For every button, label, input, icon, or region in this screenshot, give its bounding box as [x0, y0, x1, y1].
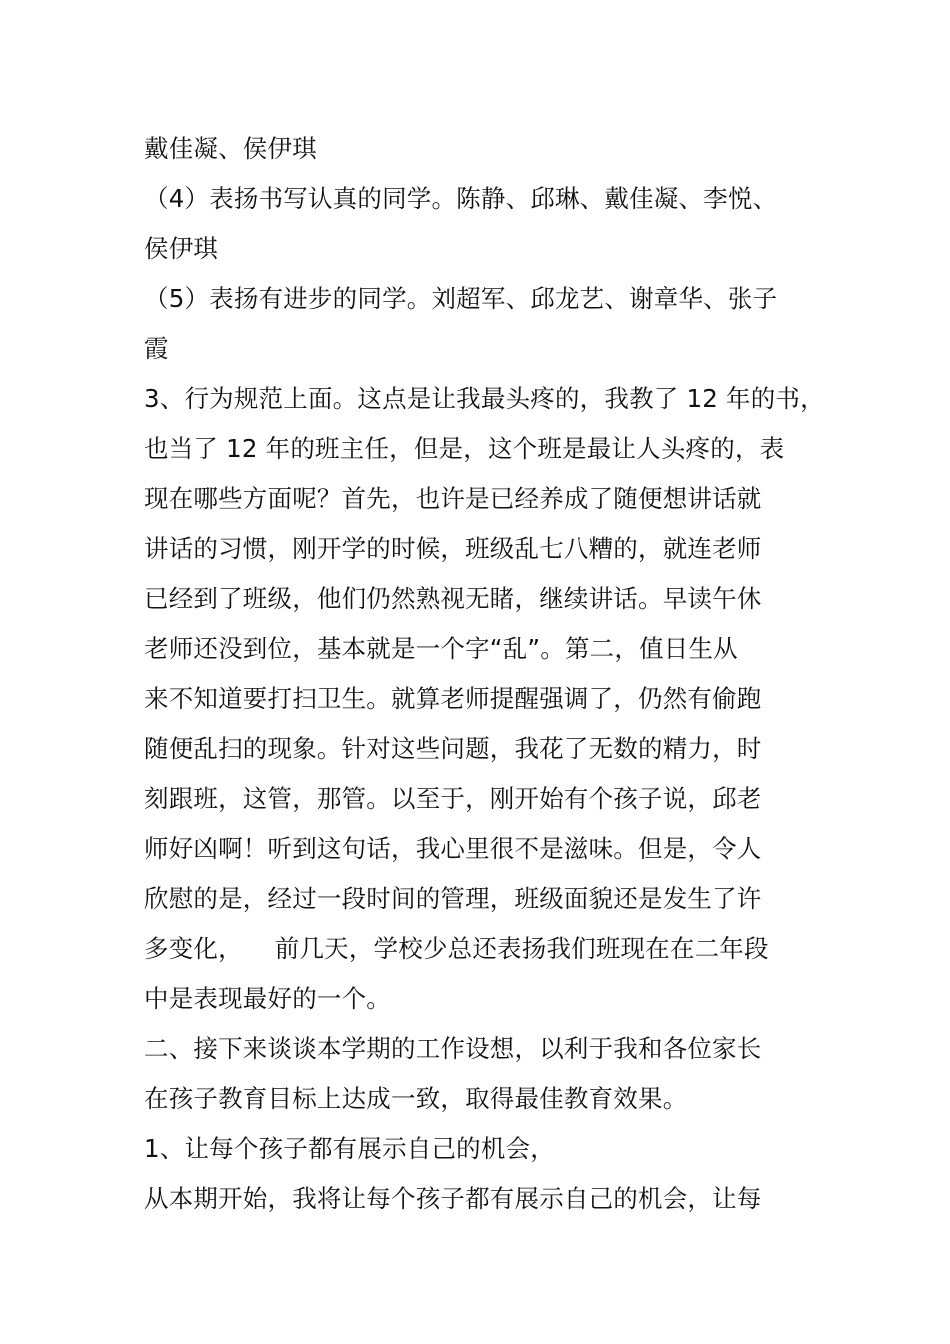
document-body — [144, 124, 834, 1224]
text-line: 也当了 12 年的班主任，但是，这个班是最让人头疼的，表 — [144, 434, 785, 463]
text-line: （4）表扬书写认真的同学。陈静、邱琳、戴佳凝、李悦、 — [144, 184, 778, 213]
text-line: 已经到了班级，他们仍然熟视无睹，继续讲话。早读午休 — [144, 584, 762, 613]
text-line: 讲话的习惯，刚开学的时候，班级乱七八糟的，就连老师 — [144, 534, 762, 563]
text-line: 刻跟班，这管，那管。以至于，刚开始有个孩子说，邱老 — [144, 784, 762, 813]
text-line: 二、接下来谈谈本学期的工作设想，以利于我和各位家长 — [144, 1034, 762, 1063]
text-line: 在孩子教育目标上达成一致，取得最佳教育效果。 — [144, 1084, 688, 1113]
text-line: 欣慰的是，经过一段时间的管理，班级面貌还是发生了许 — [144, 884, 762, 913]
text-line: 师好凶啊！听到这句话，我心里很不是滋味。但是，令人 — [144, 834, 762, 863]
text-line: 随便乱扫的现象。针对这些问题，我花了无数的精力，时 — [144, 734, 762, 763]
text-line: 1、让每个孩子都有展示自己的机会， — [144, 1134, 555, 1163]
text-line: 从本期开始，我将让每个孩子都有展示自己的机会，让每 — [144, 1184, 762, 1213]
text-line: 侯伊琪 — [144, 234, 219, 263]
text-line: 霞 — [144, 334, 169, 363]
text-line: 来不知道要打扫卫生。就算老师提醒强调了，仍然有偷跑 — [144, 684, 762, 713]
text-line: 3、行为规范上面。这点是让我最头疼的，我教了 12 年的书， — [144, 384, 825, 413]
text-line: 现在哪些方面呢？首先，也许是已经养成了随便想讲话就 — [144, 484, 762, 513]
text-line: 戴佳凝、侯伊琪 — [144, 134, 317, 163]
text-line: 中是表现最好的一个。 — [144, 984, 391, 1013]
text-line: 老师还没到位，基本就是一个字“乱”。第二，值日生从 — [144, 634, 738, 663]
text-line: 多变化， 前几天，学校少总还表扬我们班现在在二年段 — [144, 934, 769, 963]
text-line: （5）表扬有进步的同学。刘超军、邱龙艺、谢章华、张子 — [144, 284, 778, 313]
